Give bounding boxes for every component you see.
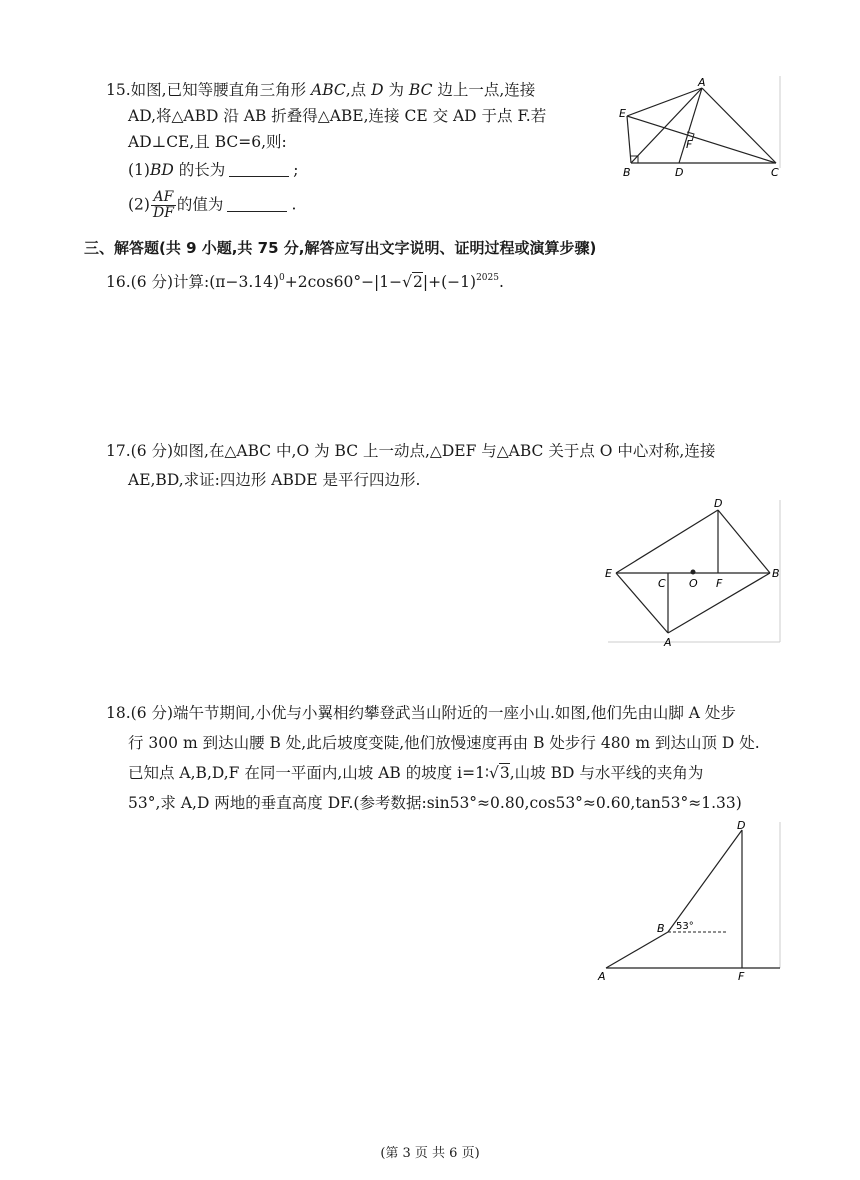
q15-line-2: AD,将△ABD 沿 AB 折叠得△ABE,连接 CE 交 AD 于点 F.若 xyxy=(128,107,547,125)
q18-line-4: 53°,求 A,D 两地的垂直高度 DF.(参考数据:sin53°≈0.80,cos53°≈0.60,tan53°≈1.33) xyxy=(128,794,742,812)
q16-line: 16.(6 分)计算$:(\pi-3.14)^0+2\cos 60^\circ-|1-√2|+(-1)^{2025}$. xyxy=(106,273,504,291)
answer-blank-2 xyxy=(227,197,287,212)
answer-blank-1 xyxy=(229,162,289,177)
point-o xyxy=(691,570,696,575)
q17-line-2: AE,BD,求证:四边形 ABDE 是平行四边形. xyxy=(128,471,421,489)
label-d: D xyxy=(675,166,684,179)
q18-line-3: 已知点 A,B,D,F 在同一平面内,山坡 AB 的坡度 i=1∶√3,山坡 BD 与水平线的夹角为 xyxy=(128,764,704,782)
label-e: E xyxy=(619,107,626,120)
label-b: B xyxy=(623,166,631,179)
q17-figure xyxy=(600,496,784,648)
label-o: O xyxy=(689,577,698,590)
label-a: A xyxy=(698,76,706,89)
label-c: C xyxy=(658,577,666,590)
q18-line-2: 行 300 m 到达山腰 B 处,此后坡度变陡,他们放慢速度再由 B 处步行 480 m 到达山顶 D 处. xyxy=(128,734,760,752)
label-d: D xyxy=(737,819,746,832)
label-a: A xyxy=(598,970,606,983)
label-a: A xyxy=(664,636,672,648)
label-f: F xyxy=(686,138,693,151)
label-f: F xyxy=(716,577,723,590)
label-b: B xyxy=(772,567,780,580)
fraction-af-df: $\frac{AF}{DF}$ xyxy=(152,189,174,221)
q15-line-1: 15.如图,已知等腰直角三角形 ABC,点 D 为 BC 边上一点,连接 xyxy=(106,81,536,99)
q15-figure xyxy=(614,76,782,180)
angle-53: 53° xyxy=(676,921,694,932)
q15-line-3: AD⊥CE,且 BC=6,则: xyxy=(128,133,287,151)
q18-figure xyxy=(594,818,784,986)
label-e: E xyxy=(605,567,612,580)
q17-line-1: 17.(6 分)如图,在△ABC 中,O 为 BC 上一动点,△DEF 与△ABC 关于点 O 中心对称,连接 xyxy=(106,442,716,460)
page-footer: (第 3 页 共 6 页) xyxy=(380,1146,480,1161)
label-f: F xyxy=(738,970,745,983)
section-heading: 三、解答题(共 9 小题,共 75 分,解答应写出文字说明、证明过程或演算步骤) xyxy=(84,239,597,257)
q15-sub-1: (1)BD 的长为 ; xyxy=(128,161,299,179)
label-c: C xyxy=(771,166,779,179)
q18-line-1: 18.(6 分)端午节期间,小优与小翼相约攀登武当山附近的一座小山.如图,他们先由山脚 A 处步 xyxy=(106,704,736,722)
q15-sub-2: (2) $\frac{AF}{DF}$ 的值为 . xyxy=(128,189,297,221)
label-b: B xyxy=(657,922,665,935)
label-d: D xyxy=(714,497,723,510)
